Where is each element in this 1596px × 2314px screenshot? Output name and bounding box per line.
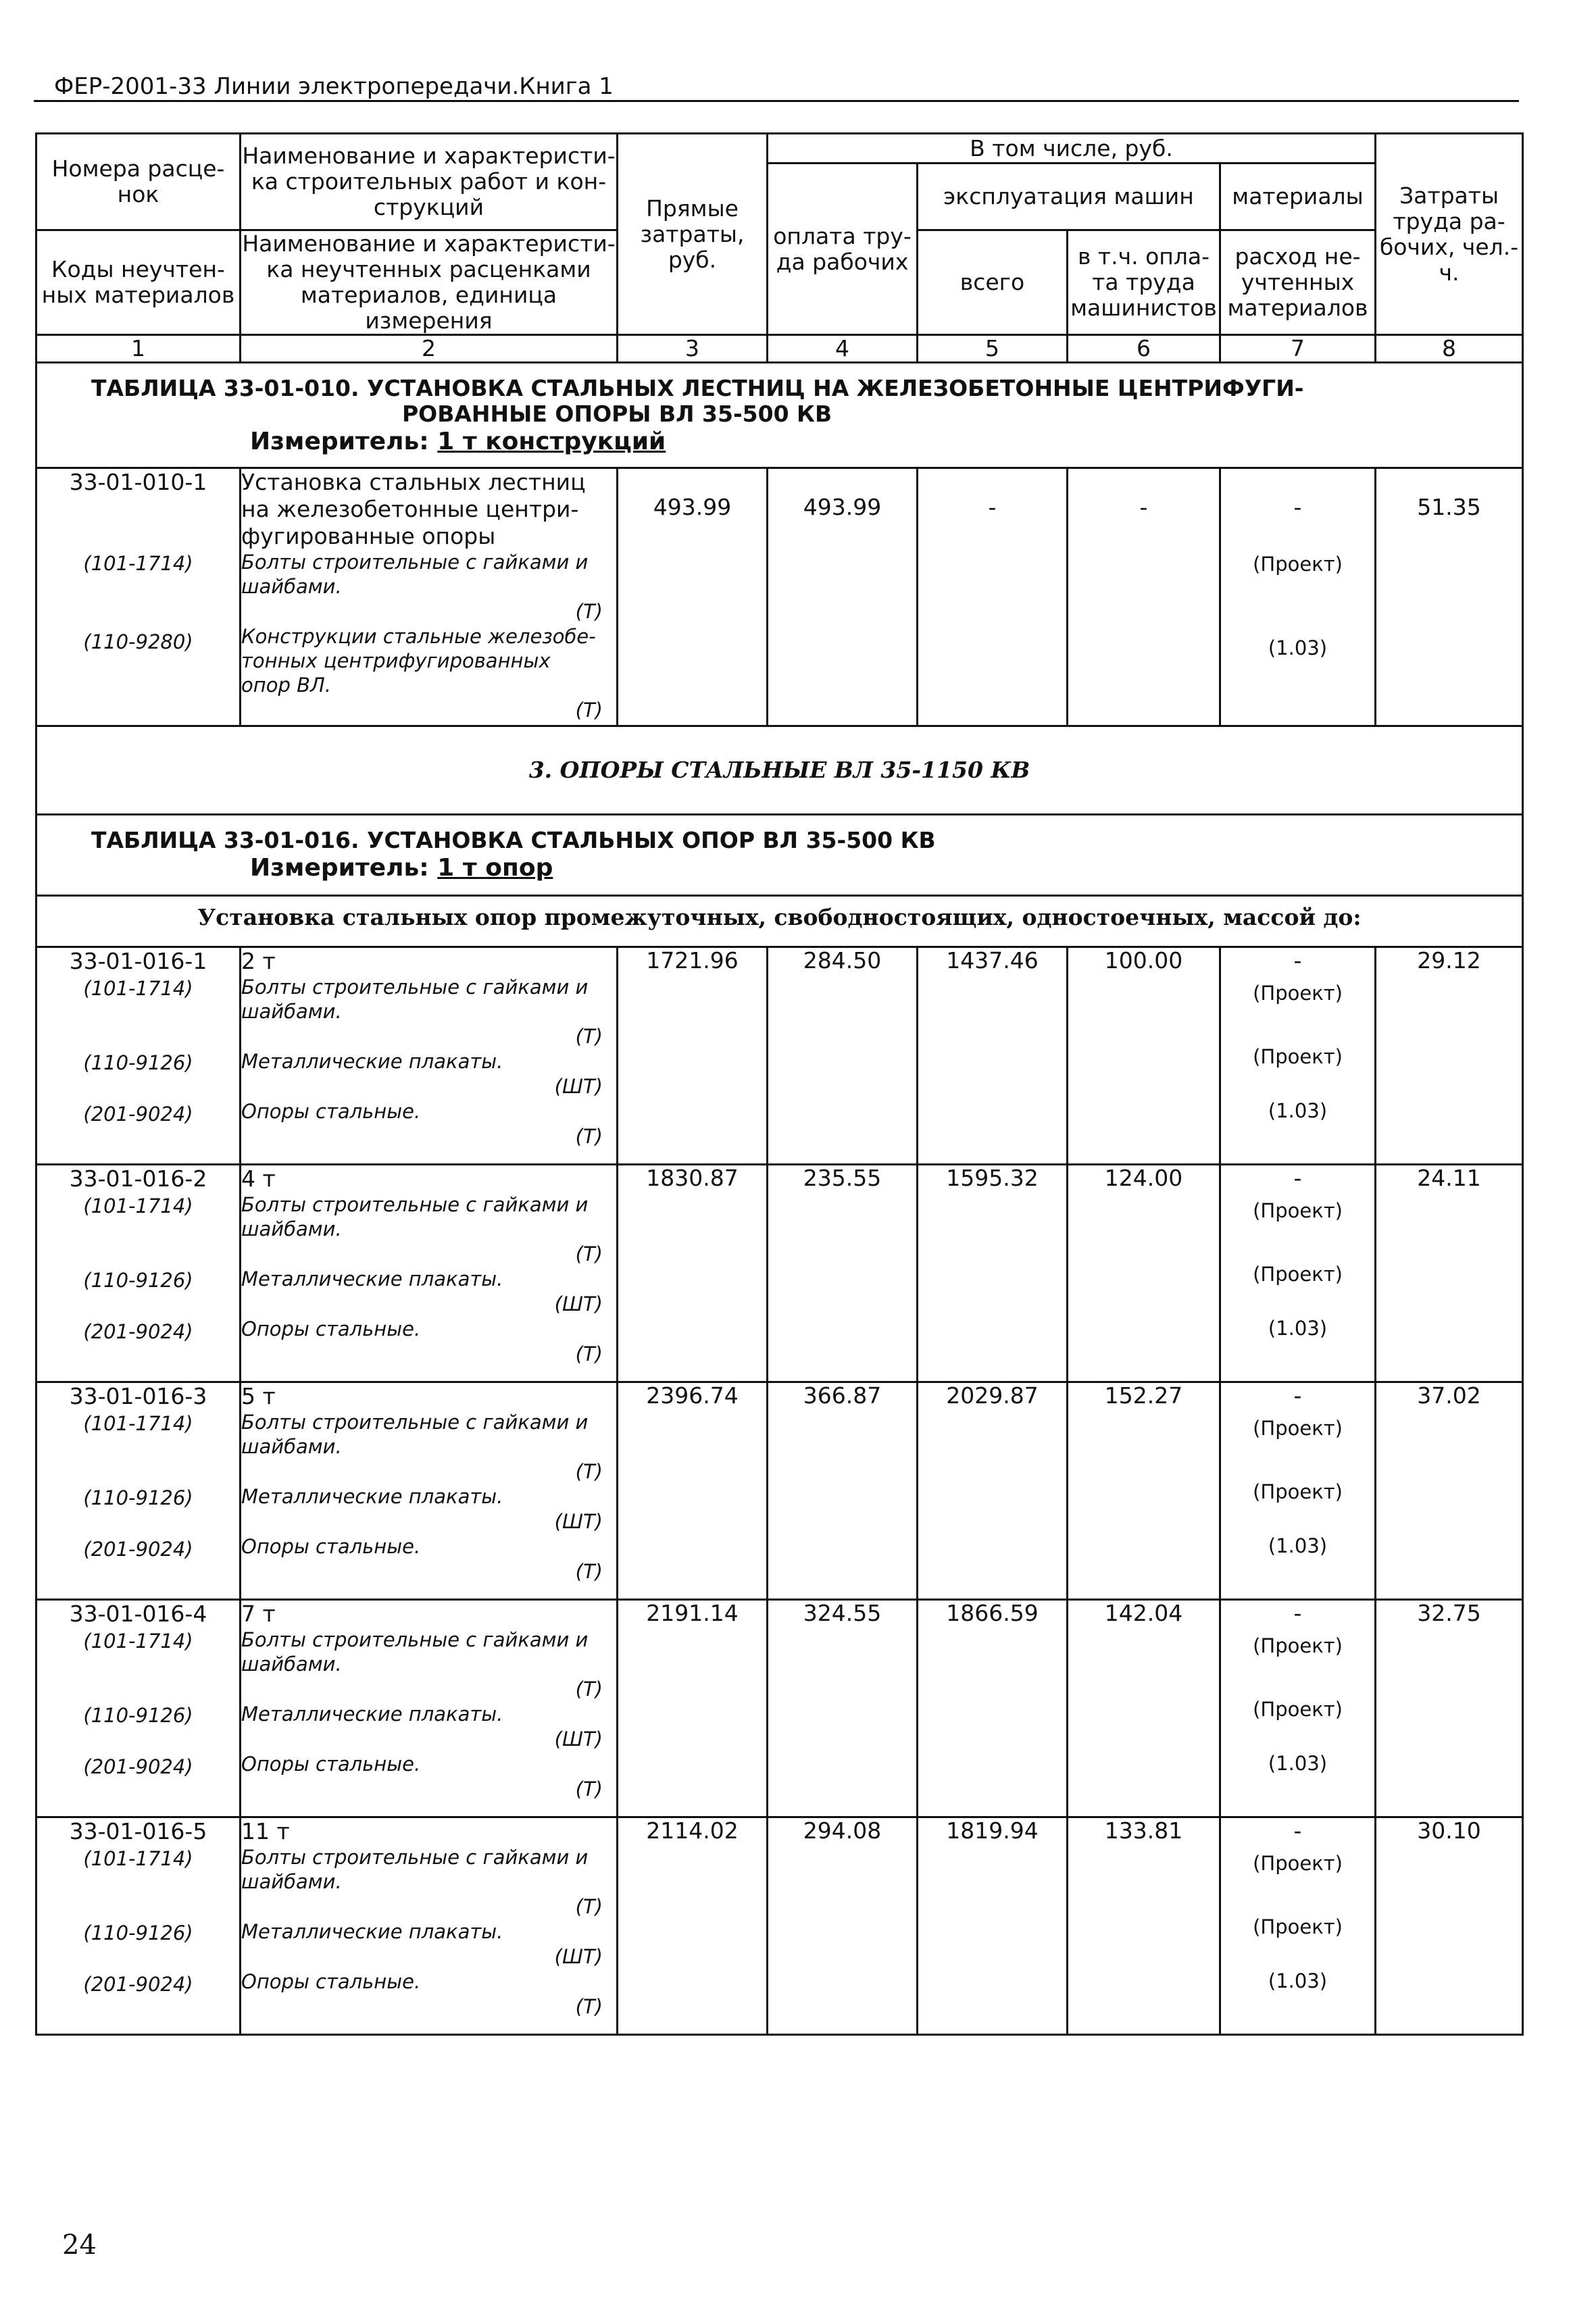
material-unit: (Т): [575, 1025, 603, 1048]
material-name: тонных центрифугированных: [241, 649, 551, 672]
operator-pay: 133.81: [1068, 1817, 1220, 2035]
work-name: 2 т: [241, 948, 276, 974]
material-name: Болты строительные с гайками и: [241, 551, 589, 574]
col-header-rate-number: Номера расце-нок: [36, 134, 241, 230]
work-name: 11 т: [241, 1818, 290, 1844]
material-quantity: (Проект): [1253, 1045, 1343, 1068]
material-name: шайбами.: [241, 575, 342, 598]
running-header: ФЕР-2001-33 Линии электропередачи.Книга 1: [54, 73, 614, 100]
table-title-continued: РОВАННЫЕ ОПОРЫ ВЛ 35-500 КВ: [402, 401, 832, 427]
code-cell: [36, 1600, 241, 1817]
col-header-material-names: Наименование и характеристи-ка неучтенных расценками материалов, единица измерения: [241, 230, 618, 335]
name-cell: [241, 1382, 618, 1600]
material-unit: (ШТ): [554, 1510, 603, 1533]
material-name: Конструкции стальные железобе-: [241, 625, 596, 648]
material-code: (101-1714): [83, 1847, 193, 1870]
material-code: (101-1714): [83, 1194, 193, 1217]
column-number: 2: [241, 335, 618, 363]
header-rule: [34, 100, 1519, 102]
code-cell: [36, 1817, 241, 2035]
materials-value: -: [1293, 1382, 1302, 1409]
rate-code: 33-01-016-4: [69, 1601, 207, 1627]
material-quantity: (1.03): [1268, 1969, 1328, 1992]
column-number: 1: [36, 335, 241, 363]
material-name: Опоры стальные.: [241, 1535, 421, 1558]
materials-value: -: [1293, 947, 1302, 974]
material-unit: (Т): [575, 699, 603, 722]
material-quantity: (Проект): [1253, 1852, 1343, 1875]
col-header-materials: материалы: [1220, 164, 1376, 230]
material-name: Болты строительные с гайками и: [241, 976, 589, 999]
material-unit: (Т): [575, 1125, 603, 1148]
material-name: шайбами.: [241, 1653, 342, 1676]
column-number: 6: [1068, 335, 1220, 363]
material-unit: (ШТ): [554, 1728, 603, 1751]
material-name: Болты строительные с гайками и: [241, 1193, 589, 1216]
material-quantity: (1.03): [1268, 1317, 1328, 1340]
material-code: (201-9024): [83, 1755, 193, 1778]
material-unit: (Т): [575, 600, 603, 623]
material-name: шайбами.: [241, 1000, 342, 1023]
direct-costs: 2191.14: [618, 1600, 768, 1817]
material-quantity: (1.03): [1268, 1752, 1328, 1775]
table-row: [36, 947, 1523, 1165]
code-cell: [36, 1165, 241, 1382]
table-33-01-010-title-block: [36, 363, 1523, 468]
name-cell: [241, 468, 618, 726]
materials-value: -: [1293, 1600, 1302, 1626]
labor-hours: 30.10: [1376, 1817, 1523, 2035]
material-name: Металлические плакаты.: [241, 1920, 503, 1943]
materials-value: -: [1293, 1817, 1302, 1844]
machines-total: 1437.46: [918, 947, 1068, 1165]
material-code: (101-1714): [83, 552, 193, 575]
work-name: 7 т: [241, 1601, 276, 1627]
material-quantity: (Проект): [1253, 1480, 1343, 1503]
material-code: (201-9024): [83, 1103, 193, 1126]
table-row: [36, 1165, 1523, 1382]
materials-value: -: [1293, 1165, 1302, 1191]
table-title: ТАБЛИЦА 33-01-016. УСТАНОВКА СТАЛЬНЫХ ОПОР ВЛ 35-500 КВ: [91, 827, 936, 853]
material-code: (110-9126): [83, 1704, 193, 1727]
column-number: 7: [1220, 335, 1376, 363]
machines-total: 1819.94: [918, 1817, 1068, 2035]
material-code: (201-9024): [83, 1538, 193, 1561]
machines-total: -: [918, 468, 1068, 726]
work-name: фугированные опоры: [241, 523, 496, 549]
code-cell: [36, 947, 241, 1165]
material-code: (110-9126): [83, 1921, 193, 1944]
material-unit: (Т): [575, 1778, 603, 1801]
name-cell: [241, 1600, 618, 1817]
material-code: (110-9126): [83, 1051, 193, 1074]
col-header-labor-pay: оплата тру-да рабочих: [768, 164, 918, 335]
material-name: Опоры стальные.: [241, 1100, 421, 1123]
code-cell: [36, 468, 241, 726]
table-title: ТАБЛИЦА 33-01-010. УСТАНОВКА СТАЛЬНЫХ ЛЕСТНИЦ НА ЖЕЛЕЗОБЕТОННЫЕ ЦЕНТРИФУГИ-: [91, 375, 1304, 401]
material-code: (110-9280): [83, 630, 193, 653]
subheading: Установка стальных опор промежуточных, свободностоящих, одностоечных, массой до:: [36, 896, 1523, 947]
operator-pay: 100.00: [1068, 947, 1220, 1165]
labor-hours: 24.11: [1376, 1165, 1523, 1382]
col-header-machines-total: всего: [918, 230, 1068, 335]
material-unit: (Т): [575, 1242, 603, 1265]
labor-hours: 37.02: [1376, 1382, 1523, 1600]
rate-code: 33-01-016-5: [69, 1818, 207, 1844]
material-unit: (Т): [575, 1895, 603, 1918]
material-quantity: (Проект): [1253, 1698, 1343, 1721]
material-name: Болты строительные с гайками и: [241, 1846, 589, 1869]
material-code: (101-1714): [83, 1412, 193, 1435]
machines-total: 2029.87: [918, 1382, 1068, 1600]
operator-pay: 124.00: [1068, 1165, 1220, 1382]
operator-pay: -: [1068, 468, 1220, 726]
col-header-labor-hours: Затраты труда ра-бочих, чел.-ч.: [1376, 134, 1523, 335]
material-name: Металлические плакаты.: [241, 1703, 503, 1726]
materials-value: -: [1293, 494, 1302, 520]
col-header-direct-costs: Прямые затраты, руб.: [618, 134, 768, 335]
material-quantity: (Проект): [1253, 982, 1343, 1005]
material-code: (110-9126): [83, 1269, 193, 1292]
material-name: Опоры стальные.: [241, 1970, 421, 1993]
operator-pay: 152.27: [1068, 1382, 1220, 1600]
rate-code: 33-01-016-2: [69, 1165, 207, 1192]
col-header-including: В том числе, руб.: [768, 134, 1376, 164]
machines-total: 1595.32: [918, 1165, 1068, 1382]
name-cell: [241, 1817, 618, 2035]
rate-code: 33-01-010-1: [69, 469, 207, 495]
material-name: Металлические плакаты.: [241, 1050, 503, 1073]
direct-costs: 2396.74: [618, 1382, 768, 1600]
material-code: (110-9126): [83, 1486, 193, 1509]
labor-pay: 284.50: [768, 947, 918, 1165]
material-quantity: (Проект): [1253, 553, 1343, 576]
measurement-value: 1 т конструкций: [437, 428, 666, 455]
labor-pay: 366.87: [768, 1382, 918, 1600]
material-unit: (Т): [575, 1560, 603, 1583]
material-name: шайбами.: [241, 1435, 342, 1458]
measurement-unit: [91, 427, 1522, 457]
material-code: (101-1714): [83, 1630, 193, 1653]
materials-cell: [1220, 1600, 1376, 1817]
work-name: на железобетонные центри-: [241, 496, 579, 522]
name-cell: [241, 947, 618, 1165]
material-name: Опоры стальные.: [241, 1317, 421, 1340]
column-number: 3: [618, 335, 768, 363]
materials-cell: [1220, 1382, 1376, 1600]
labor-pay: 493.99: [768, 468, 918, 726]
machines-total: 1866.59: [918, 1600, 1068, 1817]
material-unit: (Т): [575, 1342, 603, 1365]
rates-table: [35, 132, 1524, 2036]
table-33-01-016-title-block: [36, 815, 1523, 896]
table-row: [36, 1600, 1523, 1817]
column-number: 8: [1376, 335, 1523, 363]
labor-pay: 235.55: [768, 1165, 918, 1382]
direct-costs: 1830.87: [618, 1165, 768, 1382]
material-quantity: (1.03): [1268, 1534, 1328, 1557]
materials-cell: [1220, 468, 1376, 726]
materials-cell: [1220, 947, 1376, 1165]
material-name: шайбами.: [241, 1870, 342, 1893]
material-unit: (ШТ): [554, 1945, 603, 1968]
material-unit: (Т): [575, 1995, 603, 2018]
name-cell: [241, 1165, 618, 1382]
material-quantity: (Проект): [1253, 1634, 1343, 1657]
material-unit: (Т): [575, 1678, 603, 1701]
material-name: опор ВЛ.: [241, 674, 331, 697]
col-header-material-codes: Коды неучтен-ных материалов: [36, 230, 241, 335]
code-cell: [36, 1382, 241, 1600]
material-name: Металлические плакаты.: [241, 1267, 503, 1290]
rate-code: 33-01-016-1: [69, 948, 207, 974]
column-numbers-row: [36, 335, 1523, 363]
material-name: Опоры стальные.: [241, 1753, 421, 1776]
materials-cell: [1220, 1817, 1376, 2035]
direct-costs: 493.99: [618, 468, 768, 726]
direct-costs: 2114.02: [618, 1817, 768, 2035]
measurement-value: 1 т опор: [437, 854, 553, 882]
material-name: Металлические плакаты.: [241, 1485, 503, 1508]
table-row: [36, 1817, 1523, 2035]
material-code: (201-9024): [83, 1973, 193, 1996]
column-number: 4: [768, 335, 918, 363]
rate-code: 33-01-016-3: [69, 1383, 207, 1409]
work-name: 4 т: [241, 1165, 276, 1192]
material-name: Болты строительные с гайками и: [241, 1411, 589, 1434]
labor-hours: 51.35: [1376, 468, 1523, 726]
material-name: шайбами.: [241, 1217, 342, 1240]
material-quantity: (Проект): [1253, 1915, 1343, 1938]
material-name: Болты строительные с гайками и: [241, 1628, 589, 1651]
labor-hours: 29.12: [1376, 947, 1523, 1165]
column-number: 5: [918, 335, 1068, 363]
operator-pay: 142.04: [1068, 1600, 1220, 1817]
material-quantity: (1.03): [1268, 636, 1328, 659]
table-row: [36, 1382, 1523, 1600]
direct-costs: 1721.96: [618, 947, 768, 1165]
material-quantity: (Проект): [1253, 1199, 1343, 1222]
col-header-unaccounted-materials: расход не-учтенных материалов: [1220, 230, 1376, 335]
material-unit: (ШТ): [554, 1075, 603, 1098]
page-number: 24: [62, 2230, 97, 2261]
material-quantity: (Проект): [1253, 1417, 1343, 1440]
work-name: 5 т: [241, 1383, 276, 1409]
material-quantity: (Проект): [1253, 1263, 1343, 1286]
material-code: (201-9024): [83, 1320, 193, 1343]
col-header-work-name: Наименование и характеристи-ка строительных работ и кон-струкций: [241, 134, 618, 230]
measurement-label: Измеритель:: [250, 428, 429, 455]
labor-hours: 32.75: [1376, 1600, 1523, 1817]
material-unit: (ШТ): [554, 1292, 603, 1315]
measurement-unit: [91, 853, 1522, 883]
labor-pay: 294.08: [768, 1817, 918, 2035]
material-code: (101-1714): [83, 977, 193, 1000]
table-row: [36, 468, 1523, 726]
table-body: [36, 134, 1523, 2035]
material-quantity: (1.03): [1268, 1099, 1328, 1122]
measurement-label: Измеритель:: [250, 854, 429, 882]
labor-pay: 324.55: [768, 1600, 918, 1817]
materials-cell: [1220, 1165, 1376, 1382]
col-header-machines: эксплуатация машин: [918, 164, 1220, 230]
material-unit: (Т): [575, 1460, 603, 1483]
work-name: Установка стальных лестниц: [241, 469, 586, 495]
col-header-operator-pay: в т.ч. опла-та труда машинистов: [1068, 230, 1220, 335]
section-title: 3. ОПОРЫ СТАЛЬНЫЕ ВЛ 35-1150 КВ: [36, 726, 1523, 815]
